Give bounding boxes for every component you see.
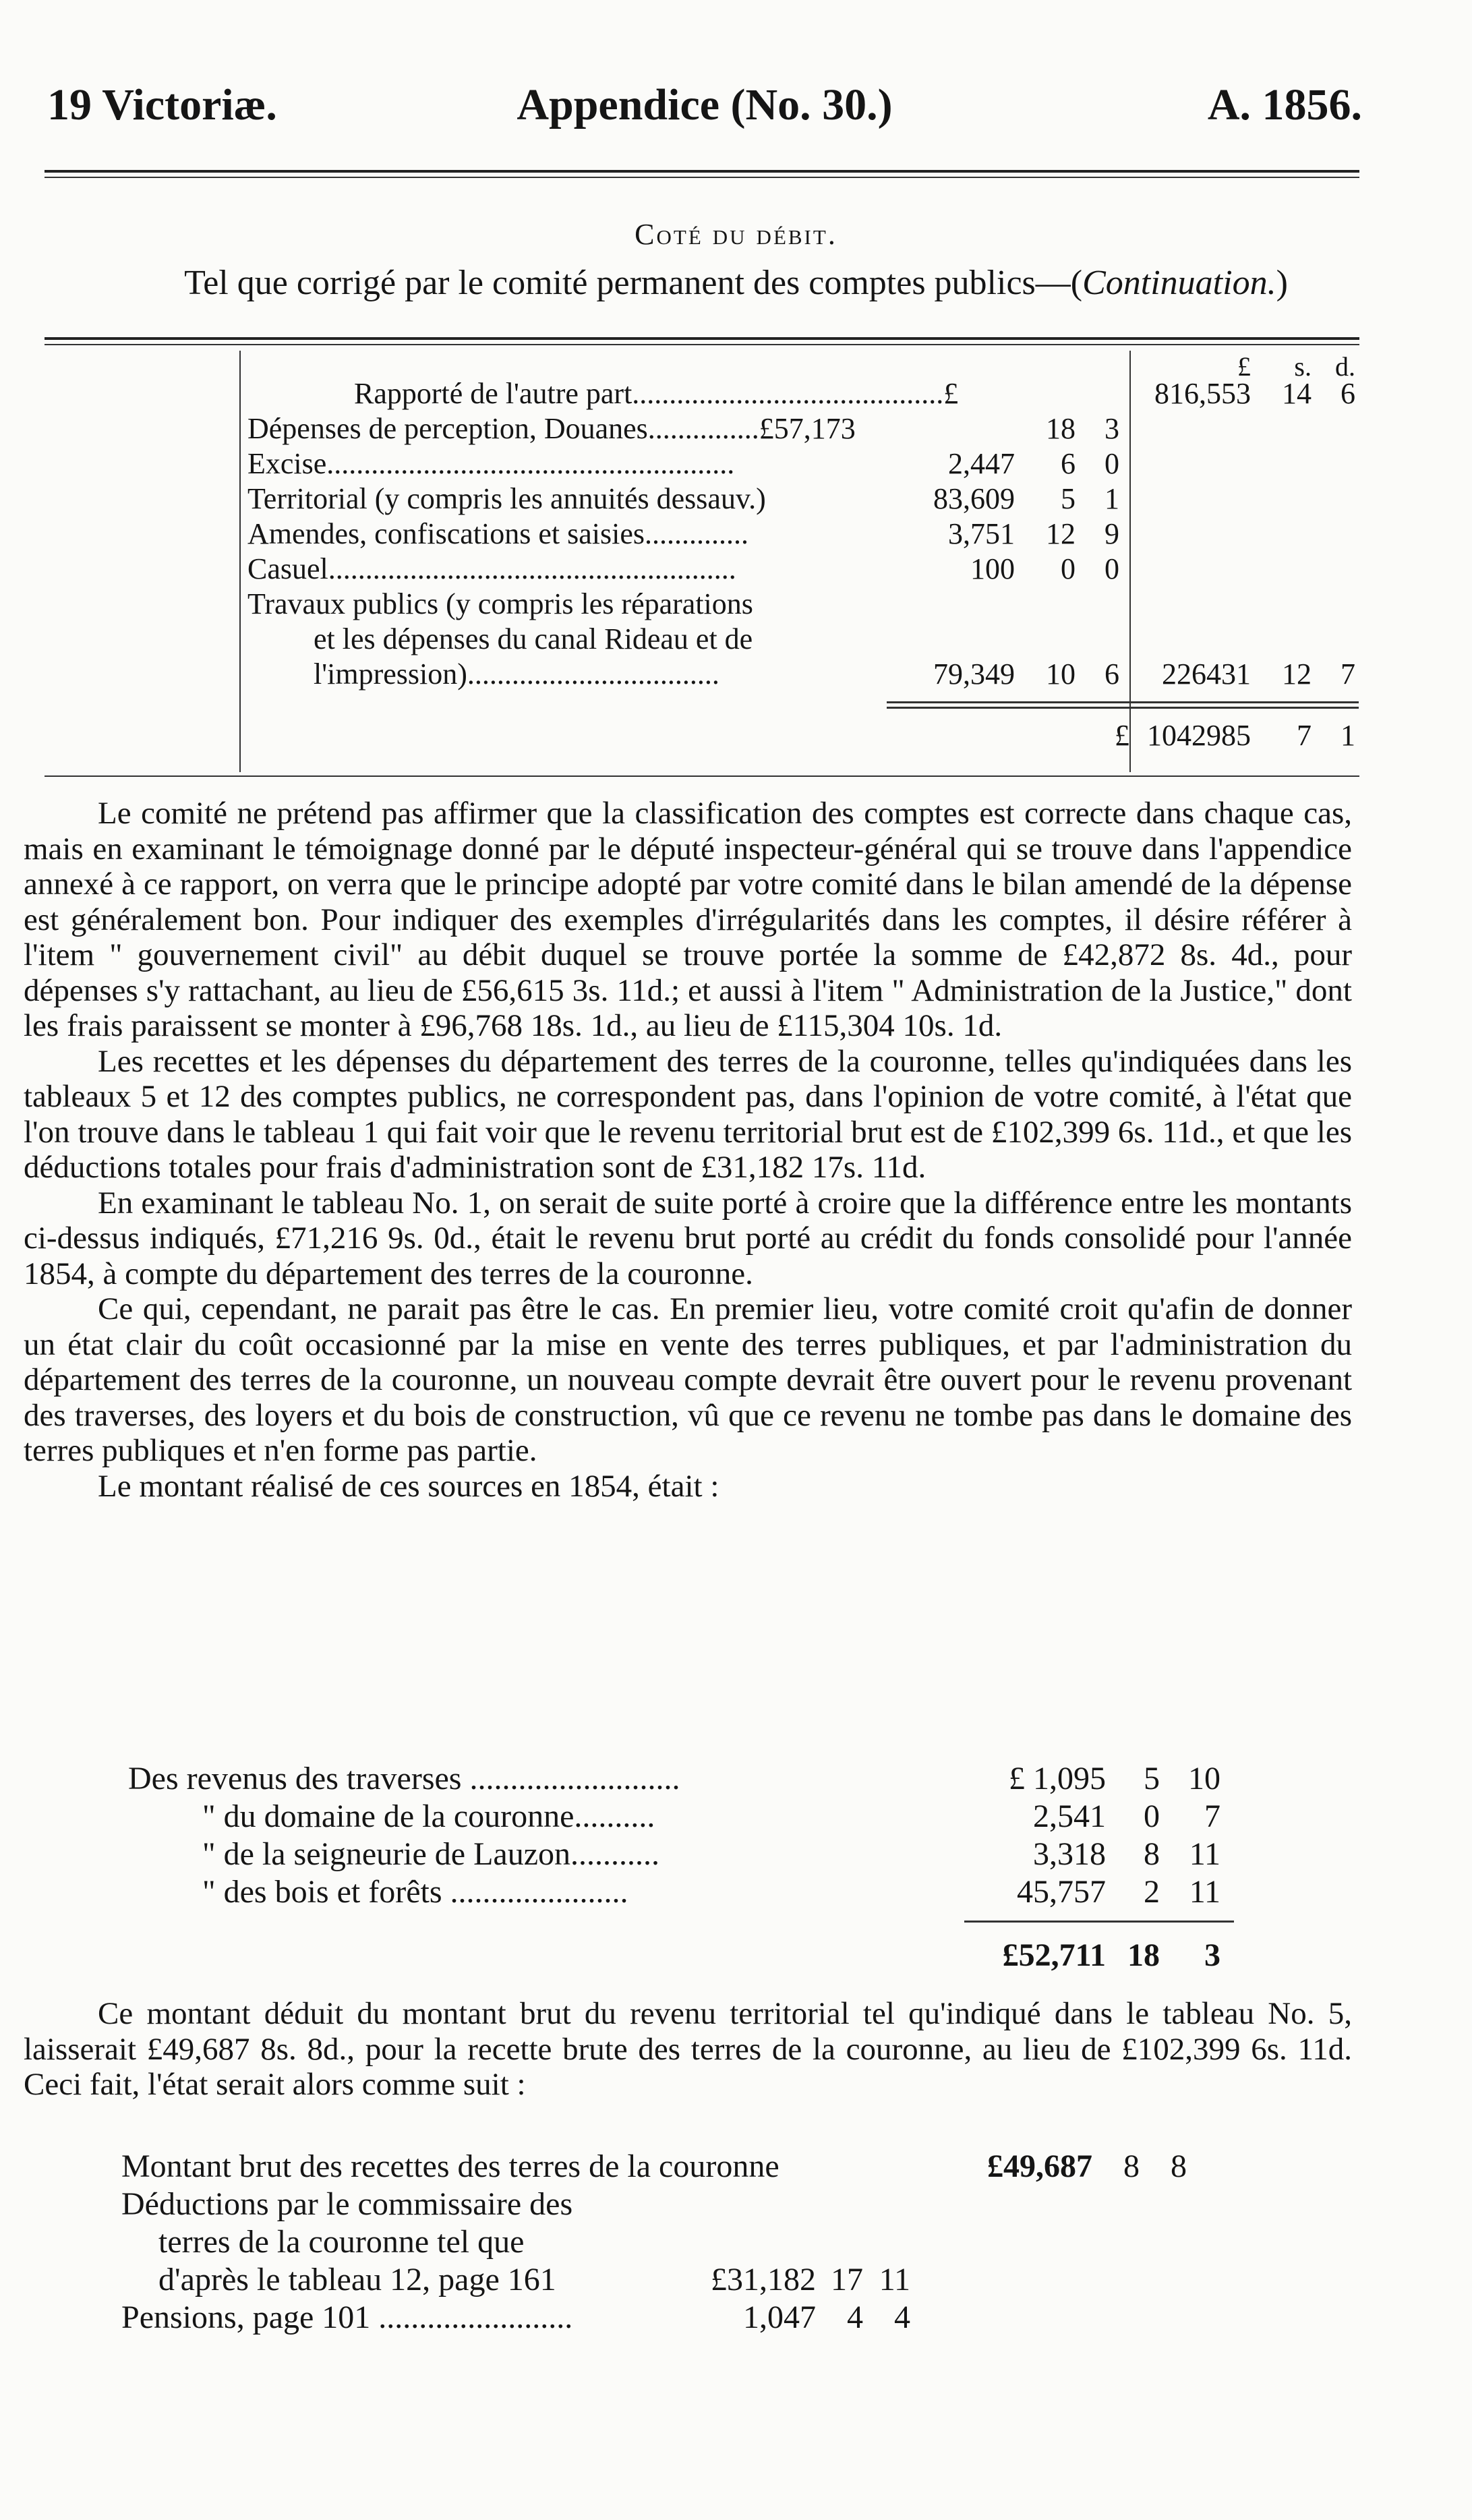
amount-pence: 0 — [1105, 552, 1119, 585]
deductions-label: Déductions par le commissaire des — [121, 2186, 573, 2222]
amount-pounds: 79,349 — [933, 657, 1015, 691]
source-row — [128, 1873, 1241, 1911]
paragraph: Le comité ne prétend pas affirmer que la classification des comptes est correcte dans chaque cas, mais en examinant le témoignage donné par le député inspecteur-général qui se trouve dans l'appendice annexé à ce rapport, on verra que le principe adopté par votre comité dans le bilan amendé de la dépense est généralement bon. Pour indiquer des exemples d'irrégularités dans les comptes, il désire référer à l'item " gouvernement civil" au débit duquel se trouve portée la somme de £42,872 8s. 4d., pour dépenses s'y rattachant, au lieu de £56,615 3s. 11d.; et aussi à l'item " Administration de la Justice," dont les frais paraissent se monter à £96,768 18s. 1d., au lieu de £115,304 10s. 1d. — [24, 796, 1352, 1043]
pence-header: d. — [1335, 351, 1355, 382]
subtitle-close: ) — [1276, 264, 1288, 302]
expense-row — [239, 446, 1359, 481]
deductions-row — [121, 2261, 1268, 2299]
amount-pounds: 226431 — [1162, 657, 1251, 691]
pound-header: £ — [1237, 351, 1251, 382]
sum-rule-second — [887, 707, 1359, 709]
page-header — [47, 80, 1362, 140]
source-label: " des bois et forêts ...................... — [202, 1874, 628, 1910]
amount-pounds: 83,609 — [933, 482, 1015, 515]
amount-shillings: 4 — [847, 2299, 863, 2335]
expense-label: Dépenses de perception, Douanes...............£57,173 — [247, 412, 856, 445]
shillings-header: s. — [1294, 351, 1312, 382]
amount-pounds: 816,553 — [1154, 377, 1251, 410]
sources-total-row — [128, 1937, 1241, 1974]
body-text-continued — [24, 1996, 1352, 2103]
amount-pence: 11 — [1189, 1836, 1220, 1872]
gross-receipts-row — [121, 2148, 1268, 2186]
account-table — [239, 351, 1359, 772]
expense-row — [239, 411, 1359, 446]
public-works-label: Travaux publics (y compris les réparations — [247, 587, 753, 620]
amount-shillings: 12 — [1282, 657, 1312, 691]
amount-pence: 11 — [1189, 1874, 1220, 1910]
header-rule — [45, 170, 1359, 173]
table-top-rule — [45, 337, 1359, 340]
gross-receipts-label: Montant brut des recettes des terres de la couronne — [121, 2148, 779, 2184]
sum-rule — [887, 701, 1359, 703]
paragraph: Le montant réalisé de ces sources en 1854, était : — [98, 1468, 719, 1504]
amount-pence: 0 — [1105, 447, 1119, 480]
amount-pence: 1 — [1341, 719, 1355, 752]
amount-shillings: 8 — [1123, 2148, 1140, 2184]
session-label: 19 Victoriæ. — [47, 80, 277, 129]
subtitle-text: Tel que corrigé par le comité permanent des comptes publics—( — [184, 264, 1083, 302]
public-works-row — [239, 587, 1359, 622]
expense-label: Amendes, confiscations et saisies.............. — [247, 517, 748, 550]
amount-pence: 10 — [1188, 1761, 1220, 1796]
deductions-row — [121, 2223, 1268, 2261]
section-subtitle — [0, 263, 1472, 303]
amount-pounds: 45,757 — [1017, 1874, 1106, 1910]
amount-pounds: 2,541 — [1033, 1798, 1106, 1834]
amount-pence: 11 — [879, 2262, 910, 2297]
pensions-label: Pensions, page 101 ........................ — [121, 2299, 573, 2335]
amount-shillings: 7 — [1297, 719, 1312, 752]
amount-pounds: 100 — [970, 552, 1015, 585]
amount-pounds: £31,182 — [711, 2262, 816, 2297]
table-bottom-rule — [45, 775, 1359, 777]
amount-pence: 9 — [1105, 517, 1119, 550]
amount-shillings: 5 — [1144, 1761, 1160, 1796]
amount-shillings: 2 — [1144, 1874, 1160, 1910]
amount-pounds: £ 1,095 — [1009, 1761, 1106, 1796]
source-label: Des revenus des traverses .......................... — [128, 1761, 680, 1796]
amount-pounds: 1042985 — [1147, 719, 1251, 752]
deductions-label: terres de la couronne tel que — [158, 2224, 525, 2260]
expense-label: Casuel....................................................... — [247, 552, 736, 585]
amount-shillings: 17 — [831, 2262, 863, 2297]
brought-forward-label: Rapporté de l'autre part..........................................£ — [354, 377, 959, 410]
amount-pounds: £52,711 — [1002, 1937, 1106, 1973]
expense-label: Excise....................................................... — [247, 447, 735, 480]
amount-shillings: 0 — [1061, 552, 1076, 585]
body-text — [24, 796, 1352, 1504]
amount-shillings: 0 — [1144, 1798, 1160, 1834]
amount-shillings: 14 — [1282, 377, 1312, 410]
public-works-label: et les dépenses du canal Rideau et de — [314, 622, 753, 655]
source-row — [128, 1836, 1241, 1873]
section-title: Coté du débit. — [635, 218, 837, 251]
expense-row — [239, 481, 1359, 517]
deductions-label: d'après le tableau 12, page 161 — [158, 2262, 556, 2297]
amount-pence: 4 — [894, 2299, 910, 2335]
amount-pounds: 3,318 — [1033, 1836, 1106, 1872]
expense-row — [239, 552, 1359, 587]
paragraph: Ce montant déduit du montant brut du revenu territorial tel qu'indiqué dans le tableau No. 5, laisserait £49,687 8s. 8d., pour la recette brute des terres de la couronne, au lieu de £102,399 6s. 11d. Ceci fait, l'état serait alors comme suit : — [24, 1996, 1352, 2102]
sources-table — [128, 1760, 1241, 2003]
pound-sign: £ — [1115, 719, 1129, 752]
source-label: " du domaine de la couronne.......... — [202, 1798, 655, 1834]
brought-forward-row — [239, 376, 1359, 411]
expense-row — [239, 517, 1359, 552]
amount-shillings: 10 — [1046, 657, 1076, 691]
expense-label: Territorial (y compris les annuités dessauv.) — [247, 482, 766, 515]
source-row — [128, 1760, 1241, 1798]
amount-pence: 7 — [1204, 1798, 1220, 1834]
amount-shillings: 8 — [1144, 1836, 1160, 1872]
column-headers — [1133, 351, 1359, 382]
amount-shillings: 5 — [1061, 482, 1076, 515]
source-row — [128, 1798, 1241, 1836]
header-rule-thin — [45, 177, 1359, 178]
amount-shillings: 12 — [1046, 517, 1076, 550]
paragraph: Les recettes et les dépenses du département des terres de la couronne, telles qu'indiquées dans les tableaux 5 et 12 des comptes publics, ne correspondent pas, dans l'opinion de votre comité, à l'état que l'on trouve dans le tableau 1 qui fait voir que le revenu territorial brut est de £102,399 6s. 11d., et que les déductions totales pour frais d'administration sont de £31,182 17s. 11d. — [24, 1043, 1352, 1185]
amount-pounds: 1,047 — [743, 2299, 816, 2335]
amount-shillings: 18 — [1127, 1937, 1160, 1973]
amount-pounds: £49,687 — [987, 2148, 1092, 2184]
grand-total-row — [239, 718, 1359, 753]
pensions-row — [121, 2299, 1268, 2337]
amount-shillings: 6 — [1061, 447, 1076, 480]
amount-pence: 1 — [1105, 482, 1119, 515]
appendix-title: Appendice (No. 30.) — [517, 80, 893, 129]
paragraph: En examinant le tableau No. 1, on serait de suite porté à croire que la différence entre les montants ci-dessus indiqués, £71,216 9s. 0d., était le revenu brut porté au crédit du fonds consolidé pour l'année 1854, à compte du département des terres de la couronne. — [24, 1185, 1352, 1291]
amount-pounds: 3,751 — [948, 517, 1015, 550]
amount-pence: 3 — [1105, 412, 1119, 445]
amount-pence: 3 — [1204, 1937, 1220, 1973]
amount-pence: 8 — [1171, 2148, 1187, 2184]
paragraph: Ce qui, cependant, ne parait pas être le cas. En premier lieu, votre comité croit qu'afin de donner un état clair du coût occasionné par la mise en vente des terres publiques, et par l'administration du département des terres de la couronne, un nouveau compte devrait être ouvert pour le revenu provenant des traverses, des loyers et du bois de construction, vû que ce revenu ne tombe pas dans le domaine des terres publiques et n'en forme pas partie. — [24, 1291, 1352, 1468]
public-works-row — [239, 657, 1359, 692]
year-label: A. 1856. — [1207, 80, 1362, 129]
amount-shillings: 18 — [1046, 412, 1076, 445]
public-works-row — [239, 622, 1359, 657]
statement-table — [121, 2148, 1268, 2350]
sources-sum-rule — [964, 1921, 1234, 1923]
amount-pence: 7 — [1341, 657, 1355, 691]
public-works-label: l'impression).................................. — [314, 657, 719, 691]
amount-pounds: 2,447 — [948, 447, 1015, 480]
amount-pence: 6 — [1341, 377, 1355, 410]
deductions-row — [121, 2186, 1268, 2223]
table-top-rule-thin — [45, 344, 1359, 345]
source-label: " de la seigneurie de Lauzon........... — [202, 1836, 660, 1872]
subtitle-continuation: Continuation. — [1082, 264, 1276, 302]
amount-pence: 6 — [1105, 657, 1119, 691]
